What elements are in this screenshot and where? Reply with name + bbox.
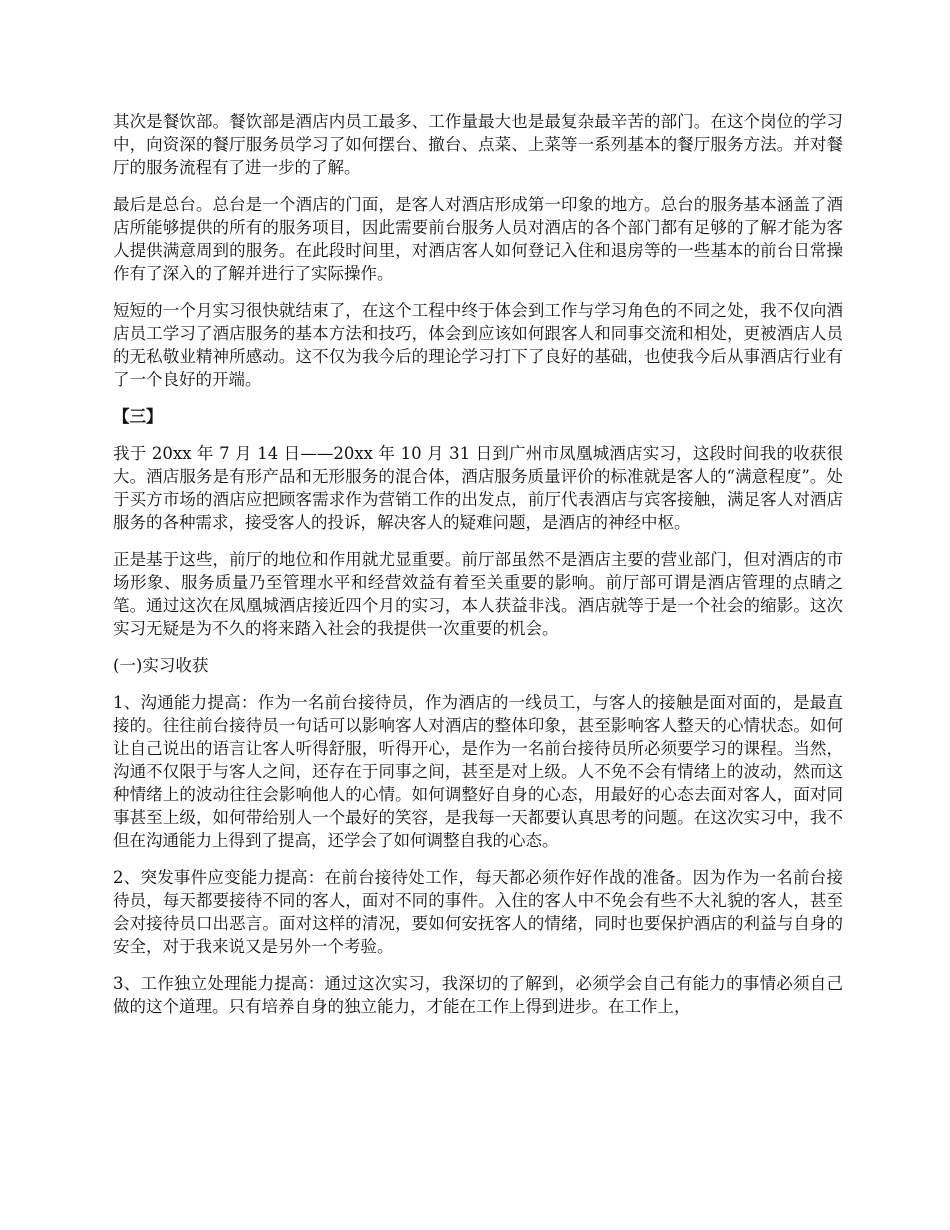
- paragraph-front-office-importance: 正是基于这些，前厅的地位和作用就尤显重要。前厅部虽然不是酒店主要的营业部门，但对酒店的市场形象、服务质量乃至管理水平和经营效益有着至关重要的影响。前厅部可谓是酒店管理的点睛之笔。通过这次在凤凰城酒店接近四个月的实习，本人获益非浅。酒店就等于是一个社会的缩影。这次实习无疑是为不久的将来踏入社会的我提供一次重要的机会。: [113, 550, 843, 638]
- section-heading-three: 【三】: [113, 407, 163, 426]
- paragraph-communication: 1、沟通能力提高：作为一名前台接待员，作为酒店的一线员工，与客人的接触是面对面的，是最直接的。往往前台接待员一句话可以影响客人对酒店的整体印象，甚至影响客人整天的心情状态。如何让自己说出的语言让客人听得舒服，听得开心，是作为一名前台接待员所必须要学习的课程。当然，沟通不仅限于与客人之间，还存在于同事之间，甚至是对上级。人不免不会有情绪上的波动，然而这种情绪上的波动往往会影响他人的心情。如何调整好自身的心态，用最好的心态去面对客人，面对同事甚至上级，如何带给别人一个最好的笑容，是我每一天都要认真思考的问题。在这次实习中，我不但在沟通能力上得到了提高，还学会了如何调整自我的心态。: [113, 693, 843, 850]
- paragraph-summary: 短短的一个月实习很快就结束了，在这个工程中终于体会到工作与学习角色的不同之处，我不仅向酒店员工学习了酒店服务的基本方法和技巧，体会到应该如何跟客人和同事交流和相处，更被酒店人员的无私敬业精神所感动。这不仅为我今后的理论学习打下了良好的基础，也使我今后从事酒店行业有了一个良好的开端。: [113, 301, 843, 389]
- paragraph-catering: 其次是餐饮部。餐饮部是酒店内员工最多、工作量最大也是最复杂最辛苦的部门。在这个岗位的学习中，向资深的餐厅服务员学习了如何摆台、撤台、点菜、上菜等一系列基本的餐厅服务方法。并对餐厅的服务流程有了进一步的了解。: [113, 112, 843, 177]
- paragraph-independence: 3、工作独立处理能力提高：通过这次实习，我深切的了解到，必须学会自己有能力的事情必须自己做的这个道理。只有培养自身的独立能力，才能在工作上得到进步。在工作上，: [113, 974, 843, 1016]
- document-page: [113, 110, 843, 1032]
- subheading-internship-gains: (一)实习收获: [113, 656, 209, 675]
- paragraph-front-desk: 最后是总台。总台是一个酒店的门面，是客人对酒店形成第一印象的地方。总台的服务基本涵盖了酒店所能够提供的所有的服务项目，因此需要前台服务人员对酒店的各个部门都有足够的了解才能为客人提供满意周到的服务。在此段时间里，对酒店客人如何登记入住和退房等的一些基本的前台日常操作有了深入的了解并进行了实际操作。: [113, 195, 843, 283]
- paragraph-emergency-response: 2、突发事件应变能力提高：在前台接待处工作，每天都必须作好作战的准备。因为作为一名前台接待员，每天都要接待不同的客人，面对不同的事件。入住的客人中不免会有些不大礼貌的客人，甚至会对接待员口出恶言。面对这样的清况，要如何安抚客人的情绪，同时也要保护酒店的利益与自身的安全，对于我来说又是另外一个考验。: [113, 868, 843, 956]
- paragraph-internship-intro: 我于 20xx 年 7 月 14 日——20xx 年 10 月 31 日到广州市凤凰城酒店实习，这段时间我的收获很大。酒店服务是有形产品和无形服务的混合体，酒店服务质量评价的标准就是客人的“满意程度”。处于买方市场的酒店应把顾客需求作为营销工作的出发点，前厅代表酒店与宾客接触，满足客人对酒店服务的各种需求，接受客人的投诉，解决客人的疑难问题，是酒店的神经中枢。: [113, 444, 843, 532]
